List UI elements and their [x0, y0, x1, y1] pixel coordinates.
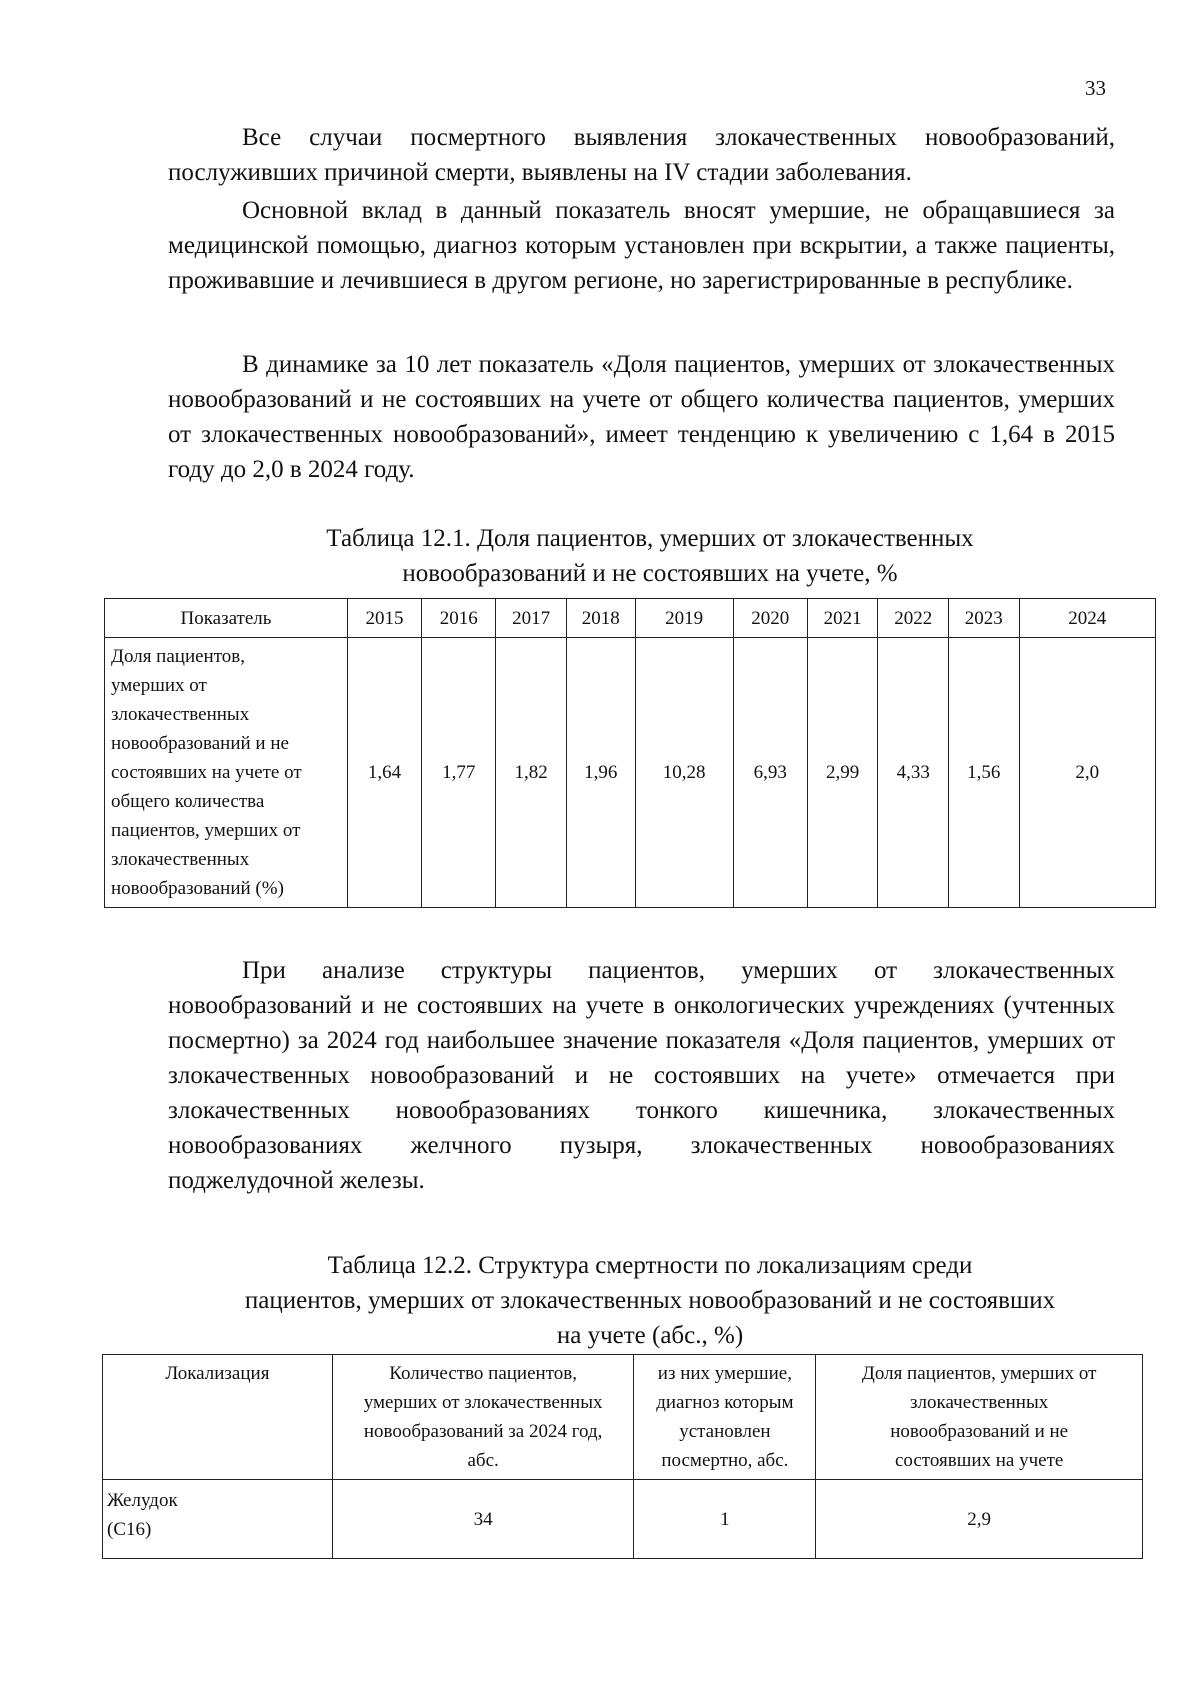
paragraph-4-text: При анализе структуры пациентов, умерших от злокачественных новообразований и не состоявших на учете в онкологических учреждениях (учтенных посмертно) за 2024 год наибольшее значение показателя «Доля пациентов, умерших от злокачественных новообразований и не состоявших на учете» отмечается при злокачественных новообразованиях тонкого кишечника, злокачественных новообразованиях желчного пузыря, злокачественных новообразованиях поджелудочной железы.: [168, 957, 1115, 1194]
localization-code: (С16): [107, 1519, 152, 1540]
paragraph-4: [168, 953, 1115, 1198]
header-year: 2019: [635, 599, 733, 638]
header-line: Локализация: [165, 1363, 270, 1384]
posthumous-cell: 1: [634, 1480, 816, 1559]
value-cell: 1,64: [347, 638, 421, 908]
table-1-header-row: [105, 599, 1156, 638]
indicator-line: общего количества: [111, 791, 265, 812]
value-cell: 10,28: [635, 638, 733, 908]
table-2-caption-line-3: на учете (абс., %): [556, 1322, 744, 1349]
localization-cell: [103, 1480, 333, 1559]
header-year: 2021: [807, 599, 878, 638]
table-1: [104, 598, 1156, 908]
header-line: новообразований за 2024 год,: [363, 1421, 603, 1442]
table-2-header-row: [103, 1355, 1143, 1480]
value-cell: 4,33: [878, 638, 949, 908]
header-line: абс.: [467, 1450, 499, 1471]
indicator-line: Доля пациентов,: [111, 646, 245, 667]
header-line: установлен: [679, 1421, 771, 1442]
header-patient-count: [332, 1355, 634, 1480]
header-line: злокачественных: [910, 1392, 1049, 1413]
header-localization: [103, 1355, 333, 1480]
header-line: состоявших на учете: [894, 1450, 1064, 1471]
localization-name: Желудок: [107, 1490, 178, 1511]
table-1-caption: [100, 521, 1200, 591]
table-2-caption-line-1: Таблица 12.2. Структура смертности по локализациям среди: [327, 1252, 973, 1279]
header-year: 2015: [347, 599, 421, 638]
patient-count-cell: 34: [332, 1480, 634, 1559]
value-cell: 2,99: [807, 638, 878, 908]
value-cell: 2,0: [1019, 638, 1155, 908]
value-cell: 1,56: [948, 638, 1019, 908]
header-year: 2020: [733, 599, 807, 638]
table-2-caption: [100, 1248, 1200, 1353]
header-line: Количество пациентов,: [389, 1363, 577, 1384]
value-cell: 1,82: [496, 638, 567, 908]
header-year: 2018: [566, 599, 635, 638]
indicator-line: пациентов, умерших от: [111, 820, 301, 841]
share-cell: 2,9: [816, 1480, 1143, 1559]
table-row: [105, 638, 1156, 908]
indicator-line: умерших от: [111, 675, 207, 696]
header-share: [816, 1355, 1143, 1480]
indicator-line: злокачественных: [111, 849, 250, 870]
paragraph-3: [168, 347, 1115, 487]
header-year: 2024: [1019, 599, 1155, 638]
paragraph-2-text: Основной вклад в данный показатель вносят умершие, не обращавшиеся за медицинской помощью, диагноз которым установлен при вскрытии, а также пациенты, проживавшие и лечившиеся в другом регионе, но зарегистрированные в республике.: [168, 197, 1115, 294]
header-line: Доля пациентов, умерших от: [861, 1363, 1097, 1384]
header-posthumous: [634, 1355, 816, 1480]
header-line: посмертно, абс.: [661, 1450, 789, 1471]
value-cell: 6,93: [733, 638, 807, 908]
paragraph-1-text: Все случаи посмертного выявления злокачественных новообразований, послуживших причиной смерти, выявлены на IV стадии заболевания.: [168, 124, 1115, 186]
indicator-line: новообразований и не: [111, 733, 289, 754]
header-line: диагноз которым: [656, 1392, 794, 1413]
header-year: 2017: [496, 599, 567, 638]
header-line: умерших от злокачественных: [363, 1392, 603, 1413]
table-2: [102, 1354, 1143, 1559]
table-row: [103, 1480, 1143, 1559]
paragraph-2: [168, 193, 1115, 298]
paragraph-3-text: В динамике за 10 лет показатель «Доля пациентов, умерших от злокачественных новообразований и не состоявших на учете от общего количества пациентов, умерших от злокачественных новообразований», имеет тенденцию к увеличению с 1,64 в 2015 году до 2,0 в 2024 году.: [168, 351, 1115, 483]
indicator-line: состоявших на учете от: [111, 762, 302, 783]
header-year: 2022: [878, 599, 949, 638]
value-cell: 1,96: [566, 638, 635, 908]
value-cell: 1,77: [422, 638, 496, 908]
indicator-cell: [105, 638, 348, 908]
table-2-caption-line-2: пациентов, умерших от злокачественных новообразований и не состоявших: [244, 1287, 1056, 1314]
indicator-line: злокачественных: [111, 704, 250, 725]
table-1-caption-line-2: новообразований и не состоявших на учете, %: [402, 560, 898, 587]
header-year: 2016: [422, 599, 496, 638]
header-year: 2023: [948, 599, 1019, 638]
table-1-caption-line-1: Таблица 12.1. Доля пациентов, умерших от злокачественных: [326, 525, 974, 552]
header-indicator: Показатель: [105, 599, 348, 638]
header-line: новообразований и не: [890, 1421, 1069, 1442]
header-line: из них умершие,: [657, 1363, 792, 1384]
page-number: 33: [1085, 76, 1106, 100]
indicator-line: новообразований (%): [111, 878, 284, 899]
paragraph-1: [168, 120, 1115, 190]
